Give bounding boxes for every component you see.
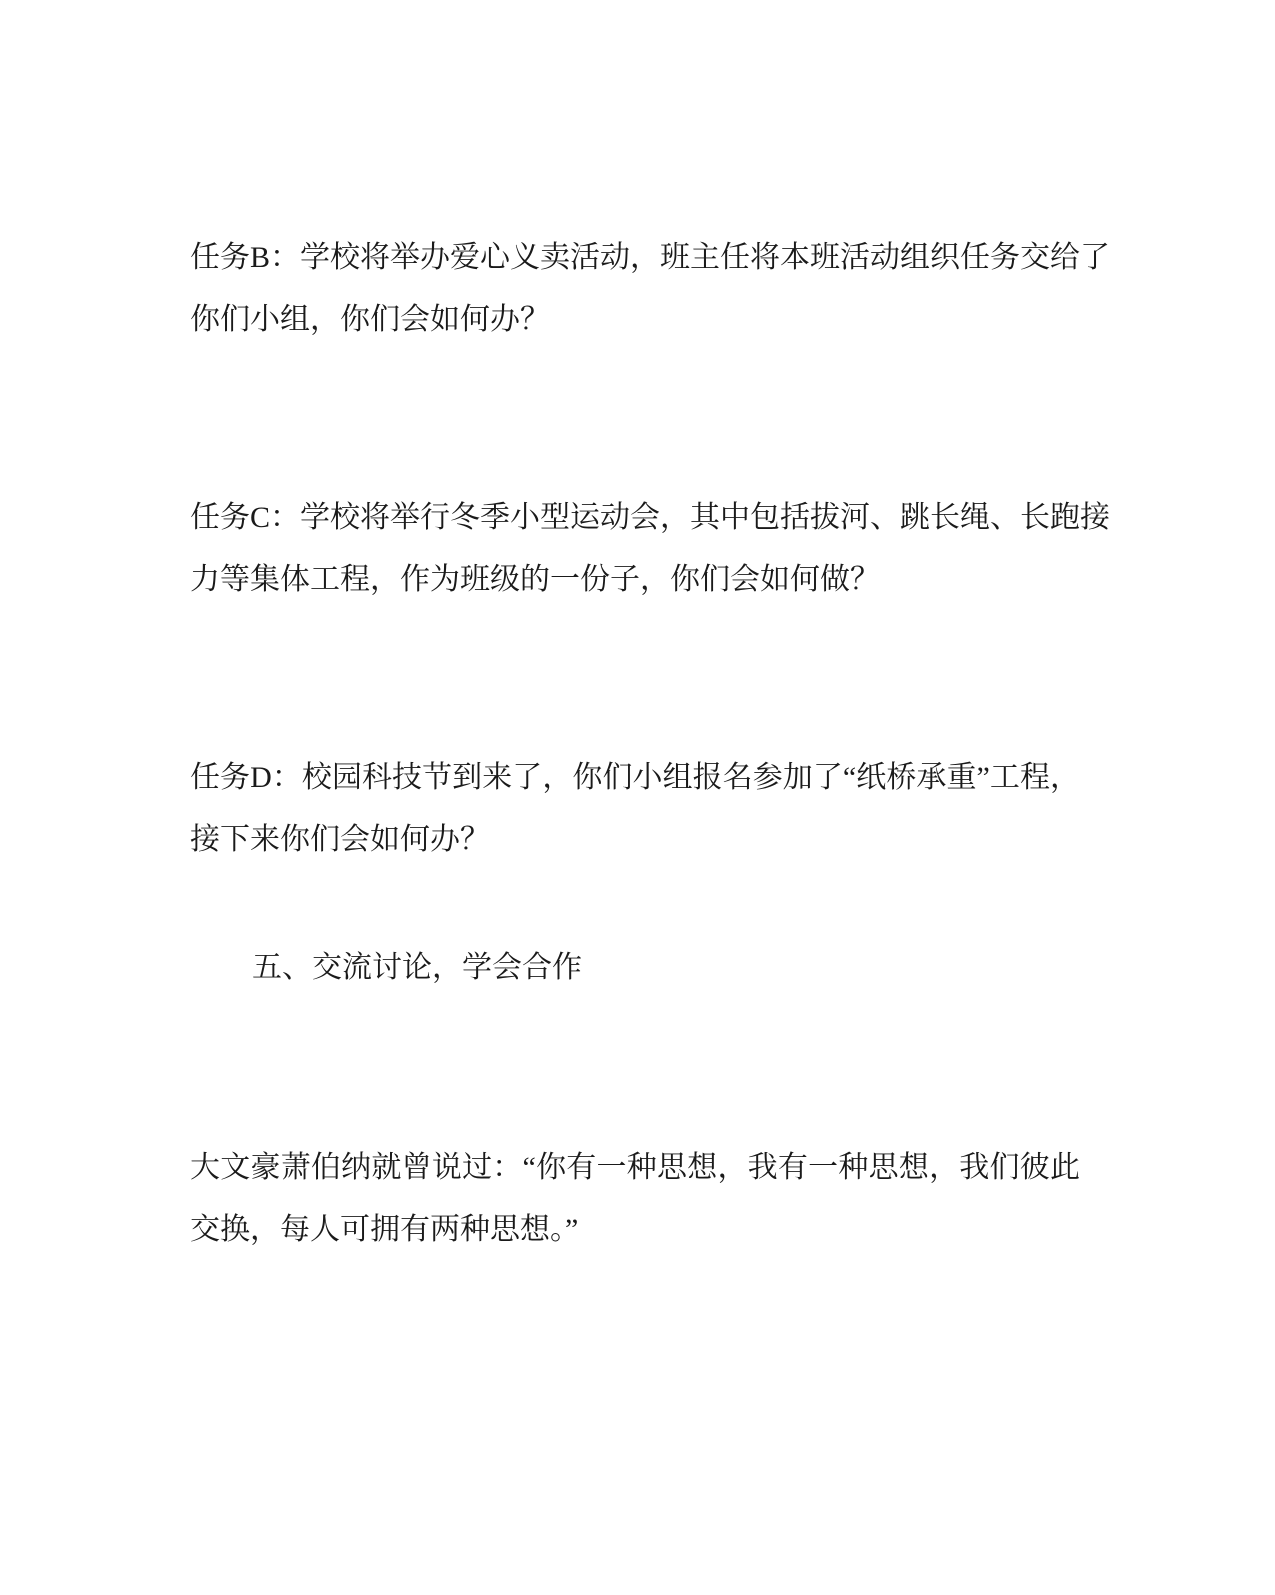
document-content	[190, 227, 1111, 1261]
text-line: 任务C：学校将举行冬季小型运动会，其中包括拔河、跳长绳、长跑接	[190, 501, 1111, 534]
text-line: 任务D：校园科技节到来了，你们小组报名参加了“纸桥承重”工程，	[190, 761, 1080, 794]
section-heading: 五、交流讨论，学会合作	[252, 951, 582, 984]
text-line: 交换，每人可拥有两种思想。”	[190, 1213, 579, 1246]
paragraph-quote	[190, 1137, 1080, 1261]
paragraph-task-c	[190, 487, 1111, 611]
text-line: 任务B：学校将举办爱心义卖活动，班主任将本班活动组织任务交给了	[190, 241, 1111, 274]
text-line: 力等集体工程，作为班级的一份子，你们会如何做？	[190, 563, 880, 596]
text-line: 大文豪萧伯纳就曾说过：“你有一种思想，我有一种思想，我们彼此	[190, 1151, 1080, 1184]
paragraph-task-d	[190, 747, 1080, 871]
paragraph-task-b	[190, 227, 1111, 351]
text-line: 接下来你们会如何办？	[190, 823, 490, 856]
text-line: 你们小组，你们会如何办？	[190, 303, 550, 336]
